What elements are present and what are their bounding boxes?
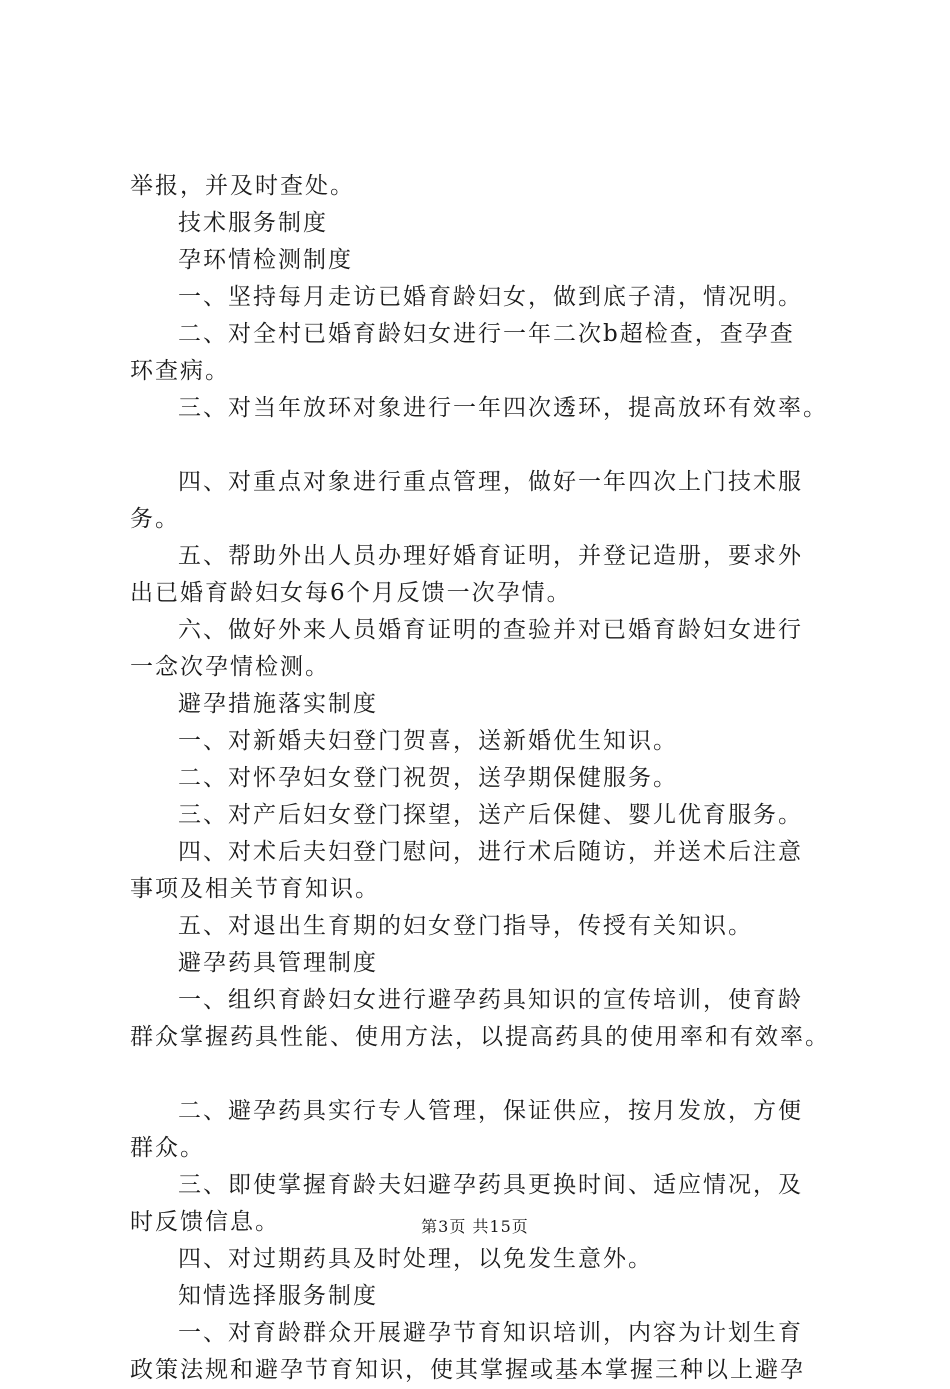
blank-line bbox=[130, 1056, 844, 1093]
text-line: 事项及相关节育知识。 bbox=[130, 876, 380, 902]
text-line: 六、做好外来人员婚育证明的查验并对已婚育龄妇女进行 bbox=[178, 617, 803, 643]
text-line: 二、对全村已婚育龄妇女进行一年二次b超检查，查孕查 bbox=[178, 321, 795, 347]
text-line: 三、即使掌握育龄夫妇避孕药具更换时间、适应情况，及 bbox=[178, 1172, 803, 1198]
text-line: 时反馈信息。 bbox=[130, 1209, 280, 1235]
text-line: 孕环情检测制度 bbox=[178, 247, 353, 273]
text-line: 三、对当年放环对象进行一年四次透环，提高放环有效率。 bbox=[178, 395, 828, 421]
text-line: 一念次孕情检测。 bbox=[130, 654, 330, 680]
text-line: 四、对术后夫妇登门慰问，进行术后随访，并送术后注意 bbox=[178, 839, 803, 865]
text-line: 群众。 bbox=[130, 1135, 205, 1161]
text-line: 二、避孕药具实行专人管理，保证供应，按月发放，方便 bbox=[178, 1098, 803, 1124]
text-line: 出已婚育龄妇女每6个月反馈一次孕情。 bbox=[130, 580, 572, 606]
text-line: 群众掌握药具性能、使用方法，以提高药具的使用率和有效率。 bbox=[130, 1024, 830, 1050]
page-number-footer: 第3页 共15页 bbox=[421, 1217, 529, 1236]
text-line: 五、帮助外出人员办理好婚育证明，并登记造册，要求外 bbox=[178, 543, 803, 569]
text-line: 技术服务制度 bbox=[178, 210, 328, 236]
text-line: 一、组织育龄妇女进行避孕药具知识的宣传培训，使育龄 bbox=[178, 987, 803, 1013]
text-line: 务。 bbox=[130, 506, 180, 532]
text-line: 一、对育龄群众开展避孕节育知识培训，内容为计划生育 bbox=[178, 1320, 803, 1346]
text-line: 四、对重点对象进行重点管理，做好一年四次上门技术服 bbox=[178, 469, 803, 495]
text-line: 二、对怀孕妇女登门祝贺，送孕期保健服务。 bbox=[178, 765, 678, 791]
text-line: 四、对过期药具及时处理，以免发生意外。 bbox=[178, 1246, 653, 1272]
text-line: 一、坚持每月走访已婚育龄妇女，做到底子清，情况明。 bbox=[178, 284, 803, 310]
text-line: 一、对新婚夫妇登门贺喜，送新婚优生知识。 bbox=[178, 728, 678, 754]
text-line: 举报，并及时查处。 bbox=[130, 173, 355, 199]
text-line: 环查病。 bbox=[130, 358, 230, 384]
blank-line bbox=[130, 427, 844, 464]
text-line: 避孕措施落实制度 bbox=[178, 691, 378, 717]
text-line: 政策法规和避孕节育知识，使其掌握或基本掌握三种以上避孕 bbox=[130, 1357, 805, 1383]
text-line: 避孕药具管理制度 bbox=[178, 950, 378, 976]
text-line: 三、对产后妇女登门探望，送产后保健、婴儿优育服务。 bbox=[178, 802, 803, 828]
text-line: 知情选择服务制度 bbox=[178, 1283, 378, 1309]
text-line: 五、对退出生育期的妇女登门指导，传授有关知识。 bbox=[178, 913, 753, 939]
document-body bbox=[130, 168, 844, 1389]
